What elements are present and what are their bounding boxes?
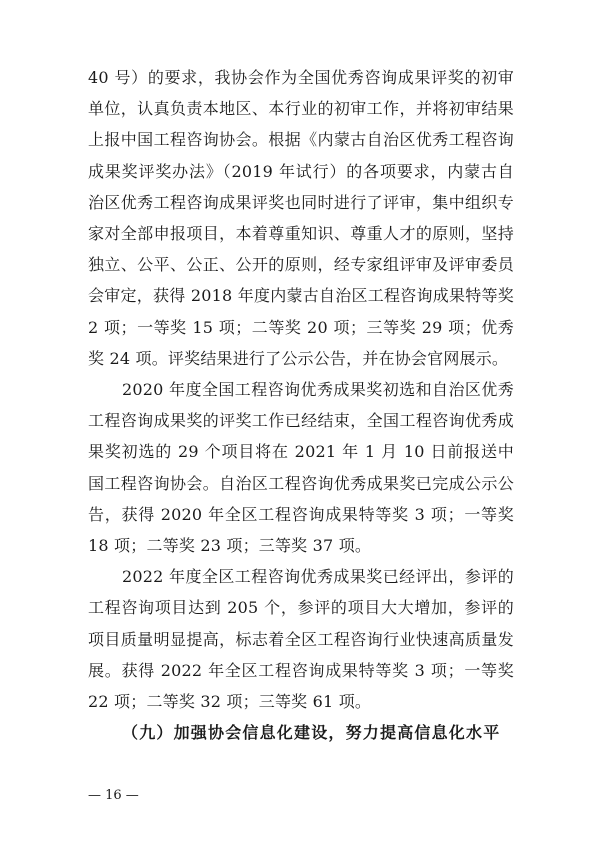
section-heading: （九）加强协会信息化建设，努力提高信息化水平	[122, 723, 501, 743]
document-body	[88, 62, 514, 748]
paragraph-awards-2020: 2020 年度全国工程咨询优秀成果奖初选和自治区优秀工程咨询成果奖的评奖工作已经结束，全国工程咨询优秀成果奖初选的 29 个项目将在 2021 年 1 月 10 日前报送中国工程咨询协会。自治区工程咨询优秀成果奖已完成公示公告，获得 2020 年全区工程咨询成果特等奖 3 项；一等奖 18 项；二等奖 23 项；三等奖 37 项。	[88, 380, 514, 556]
paragraph-awards-2022: 2022 年度全区工程咨询优秀成果奖已经评出，参评的工程咨询项目达到 205 个，参评的项目大大增加，参评的项目质量明显提高，标志着全区工程咨询行业快速高质量发展。获得 2022 年全区工程咨询成果特等奖 3 项；一等奖 22 项；二等奖 32 项；三等奖 61 项。	[88, 567, 514, 712]
paragraph-awards-2018: 40 号）的要求，我协会作为全国优秀咨询成果评奖的初审单位，认真负责本地区、本行业的初审工作，并将初审结果上报中国工程咨询协会。根据《内蒙古自治区优秀工程咨询成果奖评奖办法》（2019 年试行）的各项要求，内蒙古自治区优秀工程咨询成果评奖也同时进行了评审，集中组织专家对全部申报项目，本着尊重知识、尊重人才的原则，坚持独立、公平、公正、公开的原则，经专家组评审及评审委员会审定，获得 2018 年度内蒙古自治区工程咨询成果特等奖 2 项；一等奖 15 项；二等奖 20 项；三等奖 29 项；优秀奖 24 项。评奖结果进行了公示公告，并在协会官网展示。	[88, 68, 514, 368]
page-number: — 16 —	[88, 788, 139, 803]
